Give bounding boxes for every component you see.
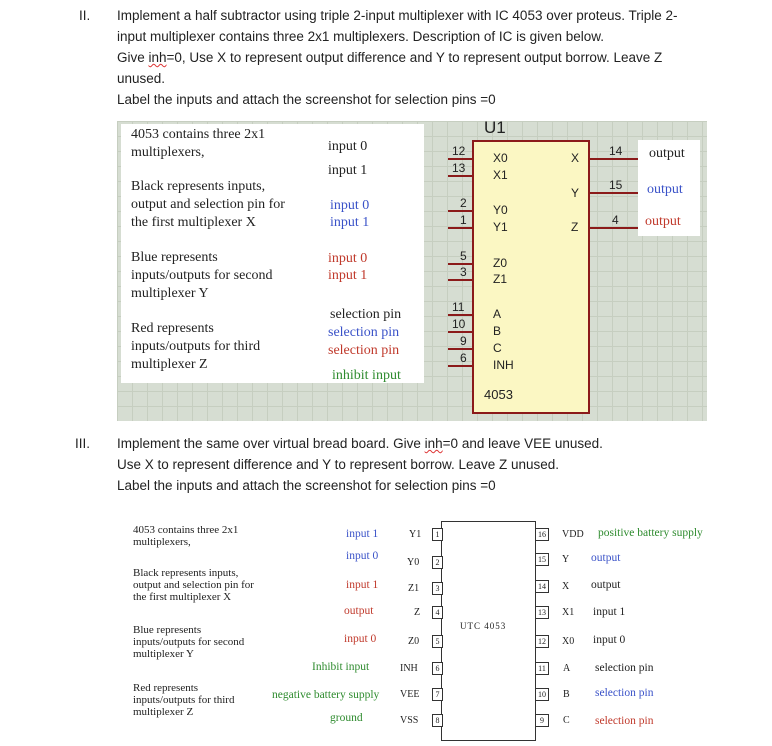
bb-pin-box: 4	[432, 606, 443, 619]
q3-text	[117, 433, 757, 496]
bb-pin-name: A	[563, 663, 571, 674]
label-input1-x: input 1	[328, 163, 368, 178]
proteus-legend	[121, 124, 309, 383]
bb-label-b: selection pin	[595, 687, 654, 699]
bb-label-x0: input 0	[593, 634, 626, 646]
bb-pin-name: Y1	[409, 529, 422, 540]
q3-number: III.	[75, 436, 91, 451]
chip-part: 4053	[484, 387, 513, 402]
pin-number: 14	[609, 144, 623, 158]
pin-name: X0	[493, 151, 508, 165]
bb-label-z0: input 0	[344, 633, 377, 645]
pin-number: 4	[612, 213, 619, 227]
pin-number: 6	[460, 351, 467, 365]
pin-name: Z1	[493, 272, 508, 286]
bb-label-a: selection pin	[595, 662, 654, 674]
bb-pin-box: 13	[535, 606, 549, 619]
bb-label-vdd: positive battery supply	[598, 527, 703, 539]
bb-pin-box: 8	[432, 714, 443, 727]
bb-pin-name: X1	[562, 607, 575, 618]
chip-ref: U1	[484, 118, 506, 137]
bb-pin-name: Z1	[408, 583, 420, 594]
bb-legend-line: multiplexers,	[133, 536, 191, 548]
pin-number: 11	[452, 300, 465, 314]
bb-legend-line: Red represents	[133, 682, 199, 694]
bb-pin-name: VSS	[400, 715, 419, 726]
pin-name: Z	[571, 220, 579, 234]
bb-label-y0: input 0	[346, 550, 379, 562]
pin-name: Z0	[493, 256, 508, 270]
legend-line: 4053 contains three 2x1	[131, 127, 266, 142]
bb-label-vss: ground	[330, 712, 363, 724]
bb-label-y1: input 1	[346, 528, 379, 540]
pin-number: 1	[460, 213, 467, 227]
q2-line3a: Give	[117, 50, 149, 65]
pin-name: A	[493, 307, 502, 321]
bb-pin-box: 3	[432, 582, 443, 595]
bb-label-x1: input 1	[593, 606, 626, 618]
legend-line: multiplexers,	[131, 145, 205, 160]
q3-inh: inh	[424, 436, 443, 451]
label-output-y: output	[647, 182, 683, 197]
q2-line2: input multiplexer contains three 2x1 multiplexers. Description of IC is given below.	[117, 29, 604, 44]
pin-number: 12	[452, 144, 466, 158]
bb-legend-line: the first multiplexer X	[133, 591, 232, 603]
bb-legend-line: output and selection pin for	[133, 579, 254, 591]
label-sel-c: selection pin	[328, 343, 400, 358]
label-input0-y: input 0	[330, 198, 370, 213]
bb-pin-box: 12	[535, 635, 549, 648]
bb-pin-box: 16	[535, 528, 549, 541]
bb-pin-box: 7	[432, 688, 443, 701]
legend-line: output and selection pin for	[131, 197, 285, 212]
pin-number: 5	[460, 249, 467, 263]
bb-pin-name: VDD	[562, 529, 584, 540]
pin-number: 9	[460, 334, 467, 348]
bb-pin-name: Z0	[408, 636, 420, 647]
bb-legend-line: Blue represents	[133, 624, 202, 636]
legend-line: Blue represents	[131, 250, 218, 265]
pin-name: INH	[493, 358, 514, 372]
bb-pin-box: 6	[432, 662, 443, 675]
bb-pin-name: X0	[562, 636, 575, 647]
q3-line1	[117, 433, 757, 454]
legend-line: multiplexer Y	[131, 286, 209, 301]
bb-label-x: output	[591, 579, 621, 591]
q2-inh: inh	[148, 50, 167, 65]
label-input1-z: input 1	[328, 268, 368, 283]
bb-pin-box: 2	[432, 556, 443, 569]
bb-pin-box: 10	[535, 688, 549, 701]
legend-line: Black represents inputs,	[131, 179, 266, 194]
bb-pin-box: 5	[432, 635, 443, 648]
ic-4053-body[interactable]	[472, 140, 590, 414]
pin-name: C	[493, 341, 502, 355]
q3-line1b: =0 and leave VEE unused.	[442, 436, 603, 451]
bb-pin-box: 1	[432, 528, 443, 541]
bb-label-vee: negative battery supply	[272, 689, 380, 701]
q2-number: II.	[79, 8, 91, 23]
bb-pin-name: B	[563, 689, 570, 700]
bb-pin-box: 11	[535, 662, 549, 675]
bb-legend-line: multiplexer Y	[133, 648, 194, 660]
q3-line1a: Implement the same over virtual bread board. Give	[117, 436, 425, 451]
label-output-x: output	[649, 146, 685, 161]
q2-text	[117, 5, 757, 110]
pin-number: 3	[460, 265, 467, 279]
pin-name: B	[493, 324, 502, 338]
bb-legend-line: inputs/outputs for third	[133, 694, 235, 706]
legend-line: Red represents	[131, 321, 214, 336]
bb-pin-name: C	[563, 715, 570, 726]
pin-name: X1	[493, 168, 508, 182]
bb-legend-line: inputs/outputs for second	[133, 636, 245, 648]
bb-label-c: selection pin	[595, 715, 654, 727]
q3-line2: Use X to represent difference and Y to represent borrow. Leave Z unused.	[117, 457, 560, 472]
legend-line: inputs/outputs for second	[131, 268, 273, 283]
label-input0-z: input 0	[328, 251, 368, 266]
q2-line1: Implement a half subtractor using triple 2-input multiplexer with IC 4053 over proteus. Triple 2-	[117, 8, 678, 23]
utc-4053-body[interactable]	[441, 521, 536, 741]
pin-name: Y	[571, 186, 580, 200]
bb-label-inh: Inhibit input	[312, 661, 370, 673]
label-sel-b: selection pin	[328, 325, 400, 340]
q2-line3b: =0, Use X to represent output difference and Y to represent output borrow. Leave Z	[166, 50, 663, 65]
bb-chip-label: UTC 4053	[460, 621, 507, 631]
bb-pin-box: 14	[535, 580, 549, 593]
bb-legend-line: multiplexer Z	[133, 706, 194, 718]
bb-pin-name: VEE	[400, 689, 420, 700]
legend-line: inputs/outputs for third	[131, 339, 261, 354]
label-input0-x: input 0	[328, 139, 368, 154]
pin-name: X	[571, 151, 580, 165]
q2-line4: unused.	[117, 71, 166, 86]
label-input1-y: input 1	[330, 215, 370, 230]
pin-number: 10	[452, 317, 466, 331]
bb-label-z: output	[344, 605, 374, 617]
legend-line: multiplexer Z	[131, 357, 208, 372]
label-sel-a: selection pin	[330, 307, 402, 322]
bb-label-z1: input 1	[346, 579, 379, 591]
bb-pin-box: 9	[535, 714, 549, 727]
bb-label-y: output	[591, 552, 621, 564]
pin-name: Y1	[493, 220, 508, 234]
pin-name: Y0	[493, 203, 508, 217]
bb-legend-line: 4053 contains three 2x1	[133, 524, 239, 536]
bb-pin-name: Y0	[407, 557, 420, 568]
pin-number: 15	[609, 178, 623, 192]
bb-pin-box: 15	[535, 553, 549, 566]
legend-line: the first multiplexer X	[131, 215, 256, 230]
q3-line3: Label the inputs and attach the screenshot for selection pins =0	[117, 478, 496, 493]
bb-legend-line: Black represents inputs,	[133, 567, 239, 579]
bb-pin-name: X	[562, 581, 570, 592]
bb-pin-name: Y	[562, 554, 570, 565]
q2-line3	[117, 47, 757, 68]
pin-number: 2	[460, 196, 467, 210]
bb-pin-name: Z	[414, 607, 421, 618]
pin-number: 13	[452, 161, 466, 175]
label-inhibit: inhibit input	[332, 368, 401, 383]
label-output-z: output	[645, 214, 681, 229]
q2-line5: Label the inputs and attach the screenshot for selection pins =0	[117, 92, 496, 107]
bb-pin-name: INH	[400, 663, 418, 674]
